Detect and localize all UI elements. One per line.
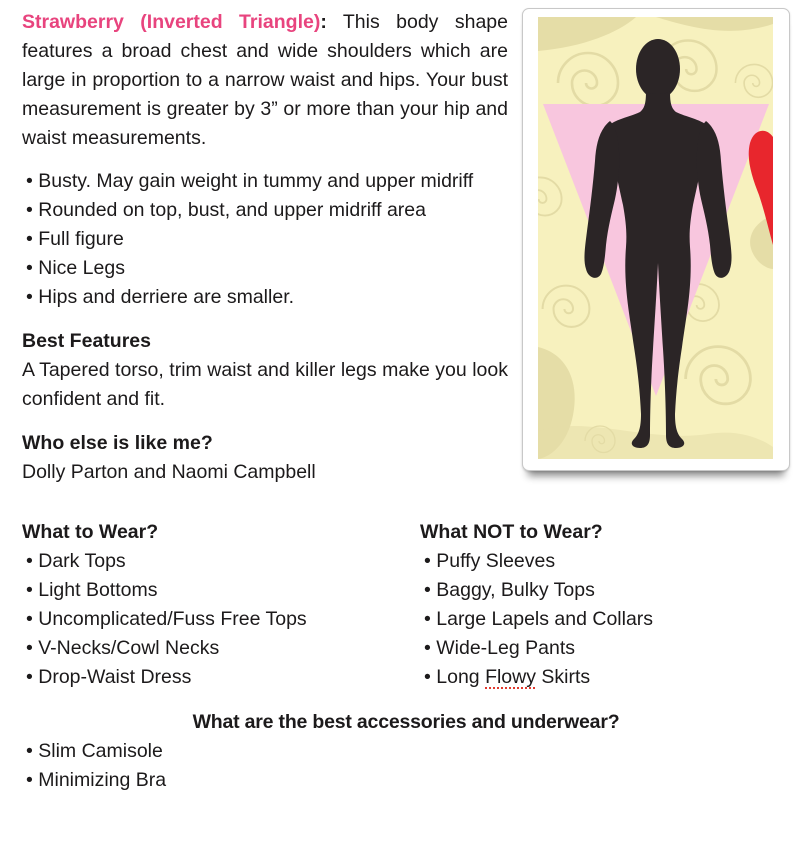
- accessory-item: • Slim Camisole: [22, 737, 790, 766]
- wear-item: • Uncomplicated/Fuss Free Tops: [22, 605, 420, 634]
- wear-item: • Dark Tops: [22, 547, 420, 576]
- trait-item: • Nice Legs: [22, 254, 790, 283]
- what-to-wear-section: [22, 518, 420, 692]
- wear-item: • V-Necks/Cowl Necks: [22, 634, 420, 663]
- intro-text: This body shape features a broad chest and wide shoulders which are large in proportion to a narrow waist and hips. Your bust measurement is greater by 3” or more than your hip and waist measurements.: [22, 11, 508, 149]
- who-else-heading: Who else is like me?: [22, 432, 213, 454]
- what-not-to-wear-section: [420, 518, 790, 692]
- not-wear-item: • Puffy Sleeves: [420, 547, 790, 576]
- trait-item: • Busty. May gain weight in tummy and upper midriff: [22, 167, 790, 196]
- inverted-triangle-illustration: [538, 17, 773, 459]
- who-else-text: Dolly Parton and Naomi Campbell: [22, 461, 316, 483]
- trait-item: • Rounded on top, bust, and upper midriff area: [22, 196, 790, 225]
- not-wear-item: [420, 663, 790, 692]
- not-wear-item: • Wide-Leg Pants: [420, 634, 790, 663]
- accessories-list: [22, 737, 790, 795]
- trait-item: • Hips and derriere are smaller.: [22, 283, 790, 312]
- what-not-to-wear-list: [420, 547, 790, 692]
- not-wear-item: • Large Lapels and Collars: [420, 605, 790, 634]
- what-to-wear-list: [22, 547, 420, 692]
- silhouette-head: [636, 39, 680, 99]
- accessories-heading: What are the best accessories and underwear?: [192, 711, 620, 733]
- best-features-heading: Best Features: [22, 330, 151, 352]
- shape-title: Strawberry (Inverted Triangle): [22, 11, 321, 33]
- shape-title-colon: :: [320, 11, 327, 33]
- trait-item: • Full figure: [22, 225, 790, 254]
- not-wear-item: • Baggy, Bulky Tops: [420, 576, 790, 605]
- what-to-wear-heading: What to Wear?: [22, 521, 159, 543]
- wear-item: • Drop-Waist Dress: [22, 663, 420, 692]
- wear-item: • Light Bottoms: [22, 576, 420, 605]
- not-wear-item-text: Long: [436, 666, 486, 688]
- not-wear-item-text: Skirts: [535, 666, 591, 688]
- accessories-section: [22, 708, 790, 795]
- best-features-text: A Tapered torso, trim waist and killer legs make you look confident and fit.: [22, 359, 508, 410]
- what-not-to-wear-heading: What NOT to Wear?: [420, 521, 603, 543]
- body-shape-figure-card: [522, 8, 790, 471]
- accessory-item: • Minimizing Bra: [22, 766, 790, 795]
- wear-columns: [22, 518, 790, 692]
- misspelled-word: Flowy: [485, 666, 536, 688]
